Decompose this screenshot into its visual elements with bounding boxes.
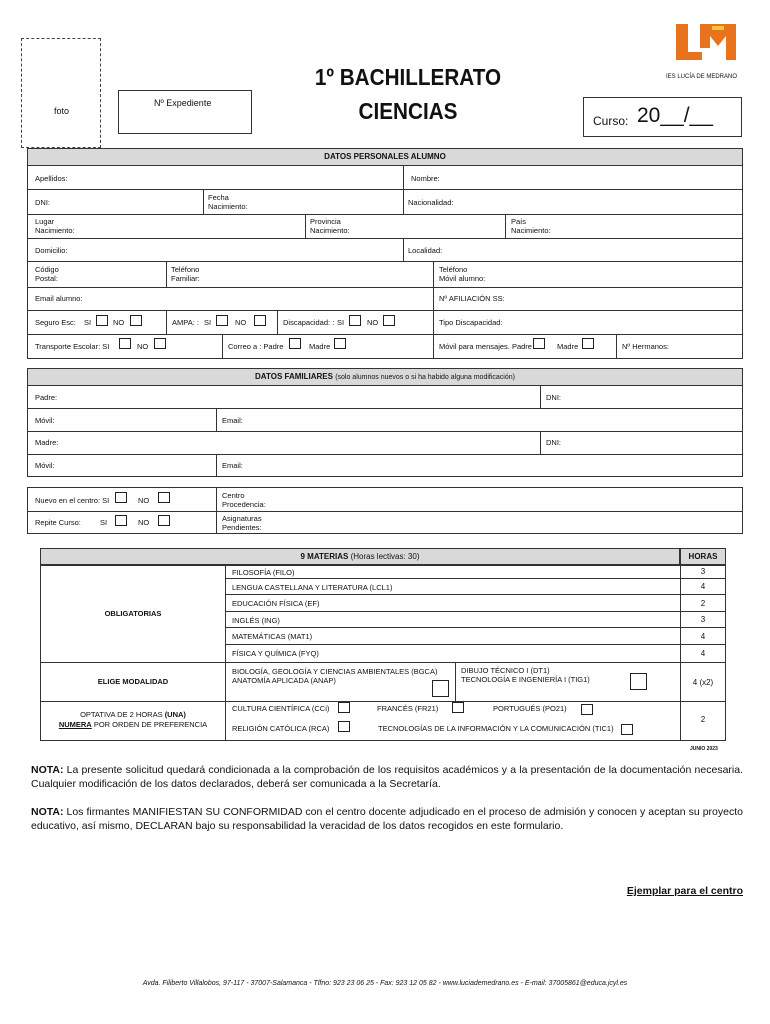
optativa-hours: 2 xyxy=(700,715,706,724)
madre-dni-field[interactable]: DNI: xyxy=(546,438,561,447)
codigo-postal-field[interactable]: Código Postal: xyxy=(35,265,59,283)
curso-label: Curso: xyxy=(593,114,629,128)
materia-row xyxy=(226,628,726,645)
repite-si-label: SI xyxy=(100,518,108,527)
obligatorias-label: OBLIGATORIAS xyxy=(104,609,162,618)
optativa-label xyxy=(41,710,225,730)
modalidad-option-b: DIBUJO TÉCNICO I (DT1) TECNOLOGÍA E INGENIERÍA I (TIG1) xyxy=(461,666,590,684)
fecha-nacimiento-field[interactable]: Fecha Nacimiento: xyxy=(208,193,248,211)
padre-field[interactable]: Padre: xyxy=(35,393,58,402)
nombre-field[interactable]: Nombre: xyxy=(411,174,440,183)
ampa-no-checkbox[interactable] xyxy=(254,315,266,326)
personal-section-title: DATOS PERSONALES ALUMNO xyxy=(27,148,743,166)
materia-row xyxy=(226,595,726,612)
optativa-line2: POR ORDEN DE PREFERENCIA xyxy=(91,720,208,729)
materia-hours: 3 xyxy=(700,615,706,624)
materia-row xyxy=(226,612,726,628)
discapacidad-no-label: NO xyxy=(367,318,379,327)
optativa-portugues: PORTUGUÉS (PO21) xyxy=(493,704,567,713)
obligatorias-list xyxy=(226,565,726,662)
ampa-no-label: NO xyxy=(235,318,247,327)
materia-hours: 3 xyxy=(700,567,706,576)
padre-dni-field[interactable]: DNI: xyxy=(546,393,561,402)
discapacidad-si-checkbox[interactable] xyxy=(349,315,361,326)
pais-nacimiento-field[interactable]: País Nacimiento: xyxy=(511,217,551,235)
seguro-si-label: SI xyxy=(84,318,92,327)
seguro-no-label: NO xyxy=(113,318,125,327)
horas-header: HORAS xyxy=(680,548,726,565)
materia-row xyxy=(226,565,726,579)
date-note: JUNIO 2023 xyxy=(690,746,718,752)
nota-1-label: NOTA: xyxy=(31,764,64,776)
materias-title-note: (Horas lectivas: 30) xyxy=(350,552,420,561)
materia-hours: 4 xyxy=(700,632,706,641)
optativa-cultura: CULTURA CIENTÍFICA (CCi) xyxy=(232,704,330,713)
transporte-no-checkbox[interactable] xyxy=(154,338,166,349)
optativa-una: (UNA) xyxy=(164,710,186,719)
materias-title: 9 MATERIAS xyxy=(300,552,349,561)
ampa-si-label: SI xyxy=(204,318,212,327)
nuevo-si-checkbox[interactable] xyxy=(115,492,127,503)
ampa-label: AMPA: : xyxy=(172,318,199,327)
transporte-label: Transporte Escolar: SI xyxy=(35,342,110,351)
movil-madre-checkbox[interactable] xyxy=(582,338,594,349)
ejemplar-label: Ejemplar para el centro xyxy=(626,885,743,897)
nuevo-label: Nuevo en el centro: SI xyxy=(35,496,110,505)
seguro-si-checkbox[interactable] xyxy=(96,315,108,326)
madre-field[interactable]: Madre: xyxy=(35,438,59,447)
discapacidad-si-label: SI xyxy=(337,318,345,327)
discapacidad-label: Discapacidad: : xyxy=(283,318,335,327)
localidad-field[interactable]: Localidad: xyxy=(408,246,443,255)
page-subtitle: CIENCIAS xyxy=(358,98,458,124)
domicilio-field[interactable]: Domicilio: xyxy=(35,246,68,255)
optativa-tic-checkbox[interactable] xyxy=(621,724,633,735)
footer-address: Avda. Filiberto Villalobos, 97-117 - 37007-Salamanca - Tlfno: 923 23 06 25 - Fax: 923 12 05 82 - www.luciademedrano.es - E-mail: 37005861@educa.jcyl.es xyxy=(142,980,628,987)
repite-label: Repite Curso: xyxy=(35,518,81,527)
dni-field[interactable]: DNI: xyxy=(35,198,50,207)
photo-label: foto xyxy=(54,106,70,116)
transporte-no-label: NO xyxy=(137,342,149,351)
optativa-tic: TECNOLOGÍAS DE LA INFORMACIÓN Y LA COMUNICACIÓN (TIC1) xyxy=(378,724,614,733)
page-title: 1º BACHILLERATO xyxy=(314,64,502,90)
repite-no-checkbox[interactable] xyxy=(158,515,170,526)
repite-no-label: NO xyxy=(138,518,150,527)
lugar-nacimiento-field[interactable]: Lugar Nacimiento: xyxy=(35,217,75,235)
movil-mensajes-label: Móvil para mensajes. Padre xyxy=(439,342,532,351)
modalidad-hours: 4 (x2) xyxy=(692,678,714,687)
seguro-label: Seguro Esc: xyxy=(35,318,76,327)
optativa-line1: OPTATIVA DE 2 HORAS xyxy=(80,710,163,719)
optativa-religion-checkbox[interactable] xyxy=(338,721,350,732)
curso-value: 20__/__ xyxy=(637,104,713,127)
nota-1 xyxy=(31,763,743,791)
correo-madre-checkbox[interactable] xyxy=(334,338,346,349)
materia-name: MATEMÁTICAS (MAT1) xyxy=(232,632,313,641)
optativa-frances-checkbox[interactable] xyxy=(452,702,464,713)
personal-table xyxy=(27,165,743,359)
apellidos-field[interactable]: Apellidos: xyxy=(35,174,68,183)
email-alumno-field[interactable]: Email alumno: xyxy=(35,294,83,303)
optativa-cultura-checkbox[interactable] xyxy=(338,702,350,713)
transporte-si-checkbox[interactable] xyxy=(119,338,131,349)
nota-2-label: NOTA: xyxy=(31,806,64,818)
nota-1-text: La presente solicitud quedará condicionada a la comprobación de los requisitos académicos y a la presentación de la documentación necesaria. Cualquier modificación de los datos declarados, deberá ser comunicada a la Secretaría. xyxy=(31,764,743,790)
padre-movil-field[interactable]: Móvil: xyxy=(35,416,55,425)
correo-label: Correo a : Padre xyxy=(228,342,284,351)
expediente-label: Nº Expediente xyxy=(154,98,212,108)
logo-icon xyxy=(676,24,736,68)
materia-name: LENGUA CASTELLANA Y LITERATURA (LCL1) xyxy=(232,583,393,592)
centro-procedencia-field[interactable]: Centro Procedencia: xyxy=(222,491,266,509)
materia-hours: 4 xyxy=(700,649,706,658)
ampa-si-checkbox[interactable] xyxy=(216,315,228,326)
afiliacion-field[interactable]: Nº AFILIACIÓN SS: xyxy=(439,294,505,303)
modalidad-b-checkbox[interactable] xyxy=(630,673,647,690)
optativa-numera: NUMERA xyxy=(58,720,92,729)
materia-name: EDUCACIÓN FÍSICA (EF) xyxy=(232,599,320,608)
optativa-religion: RELIGIÓN CATÓLICA (RCA) xyxy=(232,724,330,733)
correo-padre-checkbox[interactable] xyxy=(289,338,301,349)
movil-madre-label: Madre xyxy=(557,342,579,351)
seguro-no-checkbox[interactable] xyxy=(130,315,142,326)
familiares-note: (solo alumnos nuevos o si ha habido alguna modificación) xyxy=(335,374,515,381)
tipo-discapacidad-field[interactable]: Tipo Discapacidad: xyxy=(439,318,503,327)
nuevo-no-label: NO xyxy=(138,496,150,505)
familiares-title: DATOS FAMILIARES xyxy=(255,372,333,381)
materias-header xyxy=(40,548,680,565)
repite-si-checkbox[interactable] xyxy=(115,515,127,526)
madre-movil-field[interactable]: Móvil: xyxy=(35,461,55,470)
expediente-box[interactable] xyxy=(118,90,252,134)
movil-padre-checkbox[interactable] xyxy=(533,338,545,349)
materia-name: INGLÉS (ING) xyxy=(232,616,280,625)
modalidad-a-checkbox[interactable] xyxy=(432,680,449,697)
padre-email-field[interactable]: Email: xyxy=(222,416,243,425)
materia-row xyxy=(226,645,726,662)
asignaturas-pendientes-field[interactable]: Asignaturas Pendientes: xyxy=(222,514,262,532)
provincia-nacimiento-field[interactable]: Provincia Nacimiento: xyxy=(310,217,350,235)
materia-name: FÍSICA Y QUÍMICA (FYQ) xyxy=(232,649,319,658)
nota-2-text: Los firmantes MANIFIESTAN SU CONFORMIDAD con el centro docente adjudicado en el proceso de admisión y conocen y aceptan su proyecto educativo, así mismo, DECLARAN bajo su responsabilidad la veracidad de los datos recogidos en este formulario. xyxy=(31,806,743,832)
discapacidad-no-checkbox[interactable] xyxy=(383,315,395,326)
materia-name: FILOSOFÍA (FILO) xyxy=(232,568,295,577)
modalidad-label: ELIGE MODALIDAD xyxy=(97,677,169,686)
nacionalidad-field[interactable]: Nacionalidad: xyxy=(408,198,454,207)
nuevo-no-checkbox[interactable] xyxy=(158,492,170,503)
optativa-frances: FRANCÉS (FR21) xyxy=(377,704,439,713)
logo-text: IES LUCÍA DE MEDRANO xyxy=(666,74,738,80)
materia-row xyxy=(226,579,726,595)
telefono-familiar-field[interactable]: Teléfono Familiar: xyxy=(171,265,200,283)
school-logo xyxy=(676,24,736,68)
modalidad-option-a: BIOLOGÍA, GEOLOGÍA Y CIENCIAS AMBIENTALES (BGCA) ANATOMÍA APLICADA (ANAP) xyxy=(232,667,438,685)
materia-hours: 2 xyxy=(700,599,706,608)
materia-hours: 4 xyxy=(700,582,706,591)
nota-2 xyxy=(31,805,743,833)
photo-box xyxy=(21,38,101,148)
familiares-section-title xyxy=(27,368,743,386)
telefono-movil-field[interactable]: Teléfono Móvil alumno: xyxy=(439,265,486,283)
madre-email-field[interactable]: Email: xyxy=(222,461,243,470)
n-hermanos-field[interactable]: Nº Hermanos: xyxy=(622,342,669,351)
correo-madre-label: Madre xyxy=(309,342,331,351)
optativa-portugues-checkbox[interactable] xyxy=(581,704,593,715)
